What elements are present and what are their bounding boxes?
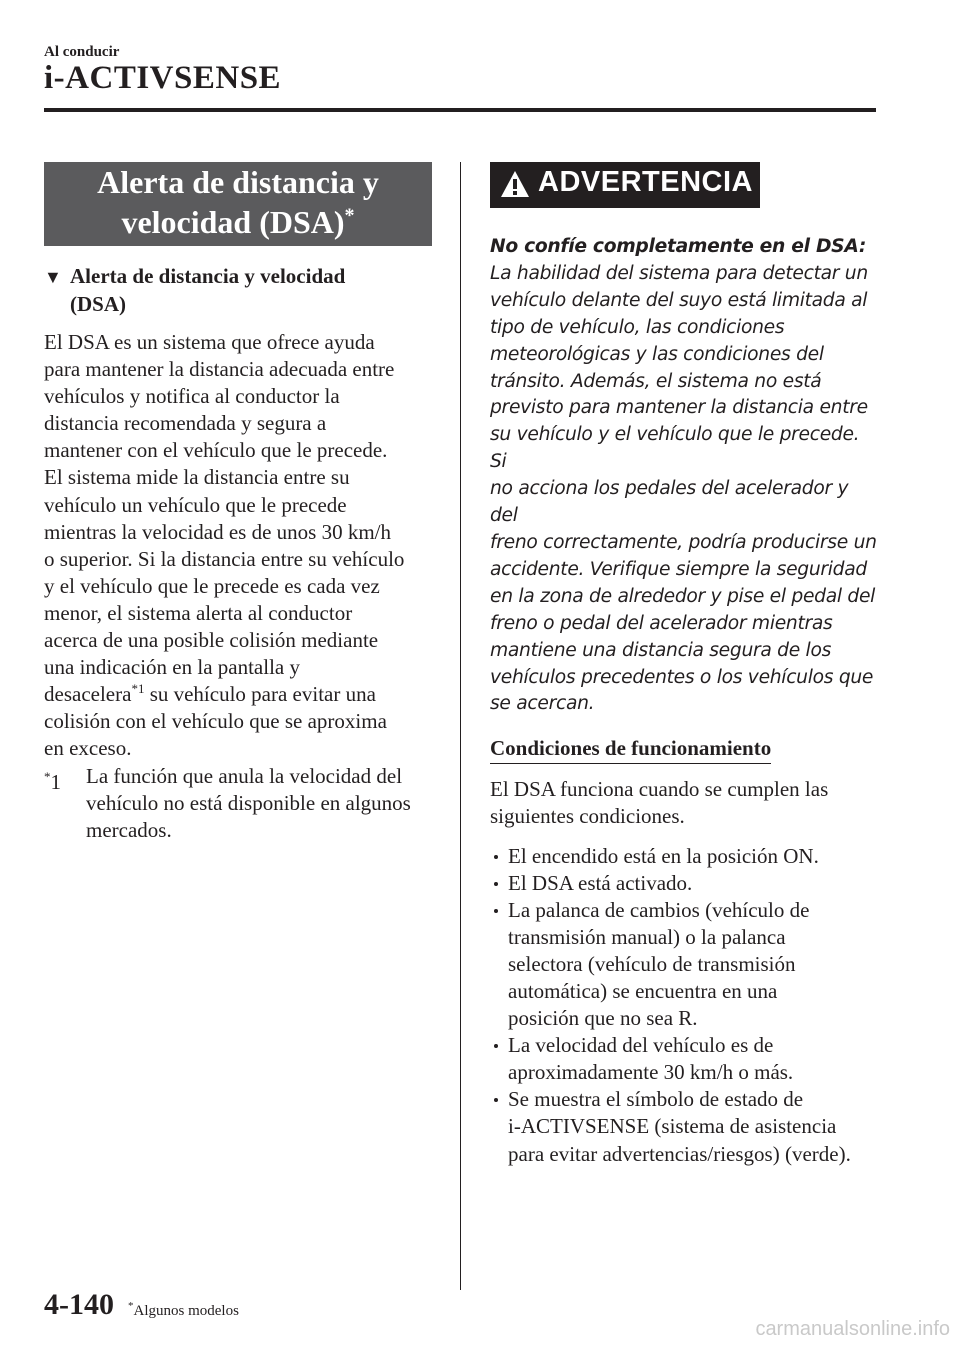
list-item-line: Se muestra el símbolo de estado de: [508, 1087, 804, 1112]
footnote-line: vehículo no está disponible en algunos: [86, 790, 411, 815]
description-paragraph: [44, 329, 432, 763]
warning-line: mantiene una distancia segura de los: [490, 639, 832, 661]
watermark: carmanualsonline.info: [755, 1318, 950, 1340]
bullet-dot-icon: [494, 1044, 498, 1048]
warning-line: no acciona los pedales del acelerador y del: [490, 478, 849, 527]
list-item-line: La velocidad del vehículo es de: [508, 1033, 774, 1058]
list-item-line: aproximadamente 30 km/h o más.: [508, 1060, 794, 1085]
warning-line: previsto para mantener la distancia entre: [490, 397, 868, 419]
triangle-down-icon: ▼: [44, 267, 62, 287]
section-title-box: [44, 162, 432, 246]
footnote-ref: *1: [131, 681, 145, 697]
conditions-intro: [490, 776, 880, 830]
warning-line: en la zona de alrededor y pise el pedal del: [490, 585, 876, 607]
subheading-line1: Alerta de distancia y velocidad: [70, 264, 346, 288]
warning-triangle-icon: [500, 170, 530, 198]
warning-line: se acercan.: [490, 693, 595, 715]
paragraph-line: El DSA es un sistema que ofrece ayuda: [44, 330, 375, 354]
warning-line: accidente. Verifique siempre la seguridad: [490, 558, 867, 580]
paragraph-line: [44, 681, 432, 708]
footer-note-text: Algunos modelos: [133, 1303, 239, 1319]
list-item-line: La palanca de cambios (vehículo de: [508, 897, 810, 922]
left-column: [44, 162, 432, 844]
paragraph-line: distancia recomendada y segura a: [44, 411, 327, 436]
list-item-line: posición que no sea R.: [508, 1006, 698, 1031]
paragraph-line: una indicación en la pantalla y: [44, 655, 300, 680]
warning-line: meteorológicas y las condiciones del: [490, 343, 824, 365]
list-item-line: selectora (vehículo de transmisión: [508, 951, 796, 976]
bullet-dot-icon: [494, 855, 498, 859]
asterisk-mark: *: [344, 204, 355, 227]
list-item: [494, 843, 880, 870]
section-label: Al conducir: [44, 44, 120, 60]
warning-text: [490, 234, 880, 718]
column-divider: [460, 162, 461, 1290]
section-title-line2: [44, 204, 432, 241]
header-rule: [44, 108, 876, 112]
list-item-line: transmisión manual) o la palanca: [508, 924, 786, 949]
list-item: [494, 1086, 880, 1167]
paragraph-line: para mantener la distancia adecuada entre: [44, 357, 395, 382]
warning-lead: No confíe completamente en el DSA:: [490, 236, 866, 257]
bullet-dot-icon: [494, 909, 498, 913]
paragraph-line: menor, el sistema alerta al conductor: [44, 600, 353, 625]
subheading: [44, 262, 432, 318]
intro-line: siguientes condiciones.: [490, 804, 685, 829]
subheading-line2: (DSA): [70, 292, 126, 316]
paragraph-line: en exceso.: [44, 736, 132, 761]
footnote-line: mercados.: [86, 817, 172, 842]
paragraph-line: mientras la velocidad es de unos 30 km/h: [44, 519, 392, 544]
list-item: [494, 1032, 880, 1086]
footnote-line: La función que anula la velocidad del: [86, 763, 403, 788]
footnote-number: 1: [50, 769, 61, 794]
footer-note: [128, 1300, 239, 1320]
conditions-list: [490, 843, 880, 1168]
warning-banner: [490, 162, 760, 208]
bullet-dot-icon: [494, 882, 498, 886]
list-item-line: El encendido está en la posición ON.: [508, 843, 819, 868]
paragraph-line: El sistema mide la distancia entre su: [44, 465, 350, 490]
paragraph-line: o superior. Si la distancia entre su vehículo: [44, 546, 405, 571]
warning-line: tipo de vehículo, las condiciones: [490, 316, 785, 338]
warning-line: La habilidad del sistema para detectar un: [490, 262, 868, 284]
section-title-text: velocidad (DSA): [121, 204, 345, 240]
conditions-heading: Condiciones de funcionamiento: [490, 734, 771, 764]
bullet-dot-icon: [494, 1098, 498, 1102]
footnote-marker: [44, 763, 61, 796]
intro-line: El DSA funciona cuando se cumplen las: [490, 777, 829, 802]
paragraph-line: mantener con el vehículo que le precede.: [44, 438, 388, 463]
desacelera-rest: su vehículo para evitar una: [144, 682, 376, 707]
warning-line: tránsito. Además, el sistema no está: [490, 370, 822, 392]
warning-line: vehículos precedentes o los vehículos que: [490, 666, 874, 688]
list-item-line: para evitar advertencias/riesgos) (verde).: [508, 1141, 851, 1166]
footnote-star: *: [44, 768, 51, 784]
warning-line: freno correctamente, podría producirse un: [490, 531, 877, 553]
page-header-title: i-ACTIVSENSE: [44, 60, 282, 96]
paragraph-line: y el vehículo que le precede es cada vez: [44, 573, 380, 598]
paragraph-line: vehículo un vehículo que le precede: [44, 492, 347, 517]
warning-line: freno o pedal del acelerador mientras: [490, 612, 833, 634]
footer-asterisk: *: [128, 1300, 134, 1312]
list-item-line: El DSA está activado.: [508, 870, 693, 895]
list-item-line: automática) se encuentra en una: [508, 978, 778, 1003]
warning-line: su vehículo y el vehículo que le precede. Si: [490, 424, 860, 473]
list-item: [494, 870, 880, 897]
paragraph-line: vehículos y notifica al conductor la: [44, 384, 340, 409]
warning-label: ADVERTENCIA: [538, 166, 753, 198]
list-item: [494, 897, 880, 1032]
warning-line: vehículo delante del suyo está limitada al: [490, 289, 868, 311]
list-item-line: i-ACTIVSENSE (sistema de asistencia: [508, 1114, 837, 1139]
page-number: 4-140: [44, 1288, 114, 1321]
footnote: [44, 763, 432, 844]
desacelera-word: desacelera: [44, 682, 132, 707]
section-title-line1: Alerta de distancia y: [97, 164, 379, 200]
paragraph-line: colisión con el vehículo que se aproxima: [44, 709, 387, 734]
right-column: [490, 162, 880, 1168]
paragraph-line: acerca de una posible colisión mediante: [44, 628, 379, 653]
